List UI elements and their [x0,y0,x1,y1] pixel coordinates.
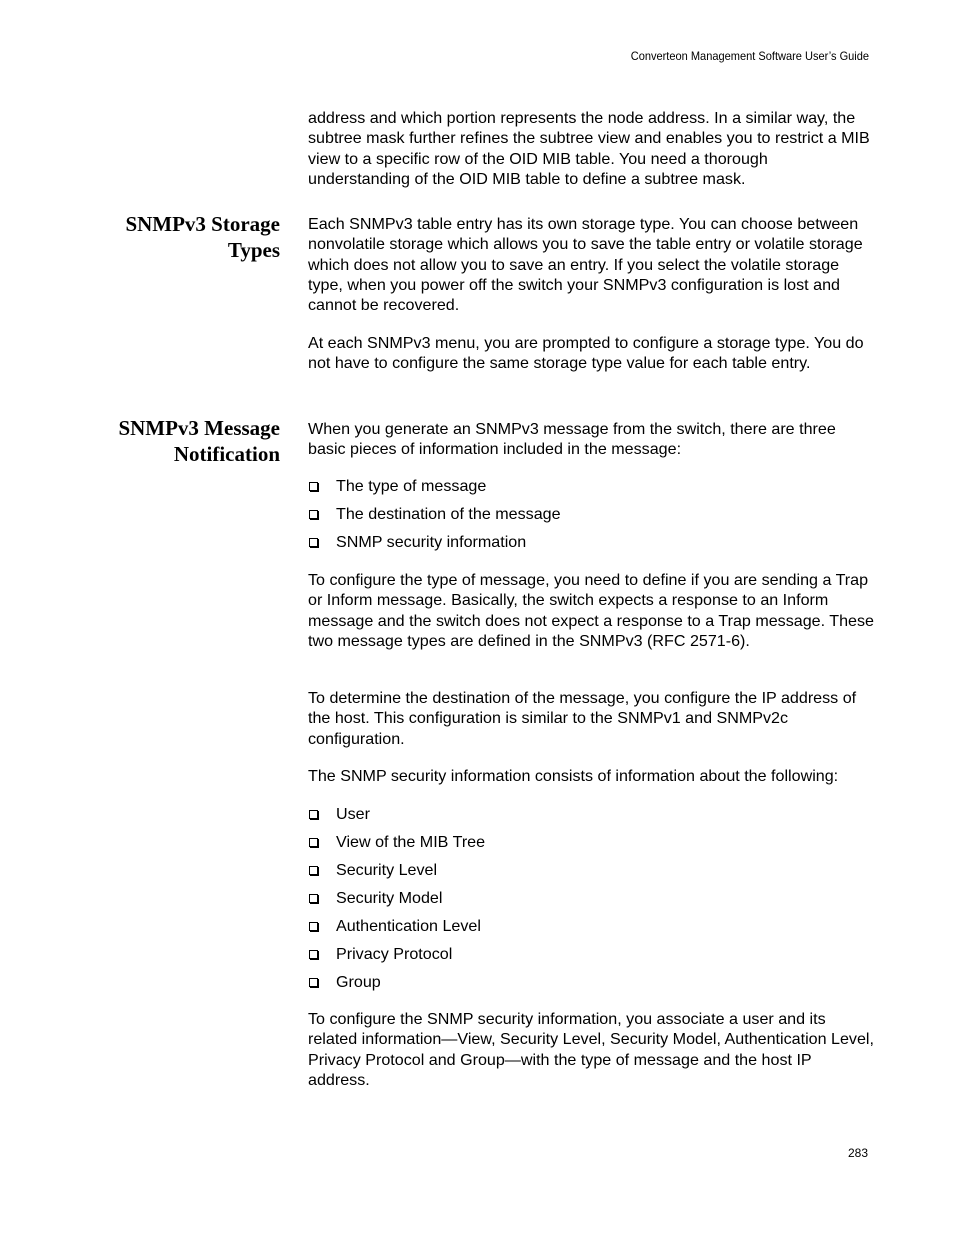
notification-paragraph-3: To determine the destination of the message, you configure the IP address of the host. This configuration is similar to the SNMPv1 and SNMPv2c configuration. [308,689,857,748]
notification-paragraph-5: To configure the SNMP security information, you associate a user and its related information—View, Security Level, Security Model, Authentication Level, Privacy Protocol and Group—with the type of message and the host IP address. [308,1010,874,1089]
heading-line: SNMPv3 Storage [125,212,280,236]
message-destination-block [308,688,874,749]
checkbox-bullet-icon [309,894,318,903]
checkbox-bullet-icon [309,810,318,819]
section-heading-message-notification [60,415,280,467]
checkbox-bullet-icon [309,922,318,931]
security-config-block [308,1009,874,1090]
checkbox-bullet-icon [309,978,318,987]
page-number: 283 [847,1146,868,1160]
security-info-block [308,766,874,786]
intro-paragraph: address and which portion represents the node address. In a similar way, the subtree mask further refines the subtree view and enables you to restrict a MIB view to a specific row of the OID MIB table. You need a thorough understanding of the OID MIB table to define a subtree mask. [308,109,870,188]
storage-types-body-2 [308,333,874,374]
checkbox-bullet-icon [309,510,318,519]
heading-line: SNMPv3 Message [118,416,280,440]
storage-types-body [308,214,874,315]
list-item: Privacy Protocol [308,944,874,972]
security-info-list [308,804,874,1000]
list-item: The destination of the message [308,504,874,532]
list-item: SNMP security information [308,532,874,560]
message-type-block [308,570,874,651]
intro-block [308,108,874,189]
heading-line: Types [227,238,280,262]
checkbox-bullet-icon [309,838,318,847]
heading-line: Notification [173,442,280,466]
storage-paragraph-1: Each SNMPv3 table entry has its own storage type. You can choose between nonvolatile storage which allows you to save the table entry or volatile storage which does not allow you to save an entry. If you select the volatile storage type, when you power off the switch your SNMPv3 configuration is lost and cannot be recovered. [308,215,863,315]
running-header: Converteon Management Software User’s Guide [630,49,869,63]
notification-paragraph-1: When you generate an SNMPv3 message from the switch, there are three basic pieces of information included in the message: [308,420,836,459]
list-item: User [308,804,874,832]
notification-intro [308,419,874,460]
message-pieces-list [308,476,874,560]
checkbox-bullet-icon [309,538,318,547]
notification-paragraph-2: To configure the type of message, you need to define if you are sending a Trap or Inform message. Basically, the switch expects a response to an Inform message and the switch does not expect a response to a Trap message. These two message types are defined in the SNMPv3 (RFC 2571-6). [308,571,874,650]
list-item: The type of message [308,476,874,504]
list-item: Security Model [308,888,874,916]
notification-paragraph-4: The SNMP security information consists of information about the following: [308,767,839,785]
storage-paragraph-2: At each SNMPv3 menu, you are prompted to configure a storage type. You do not have to configure the same storage type value for each table entry. [308,334,864,373]
checkbox-bullet-icon [309,950,318,959]
list-item: Authentication Level [308,916,874,944]
list-item: Security Level [308,860,874,888]
list-item: View of the MIB Tree [308,832,874,860]
section-heading-storage-types [60,211,280,263]
checkbox-bullet-icon [309,866,318,875]
checkbox-bullet-icon [309,482,318,491]
list-item: Group [308,972,874,1000]
